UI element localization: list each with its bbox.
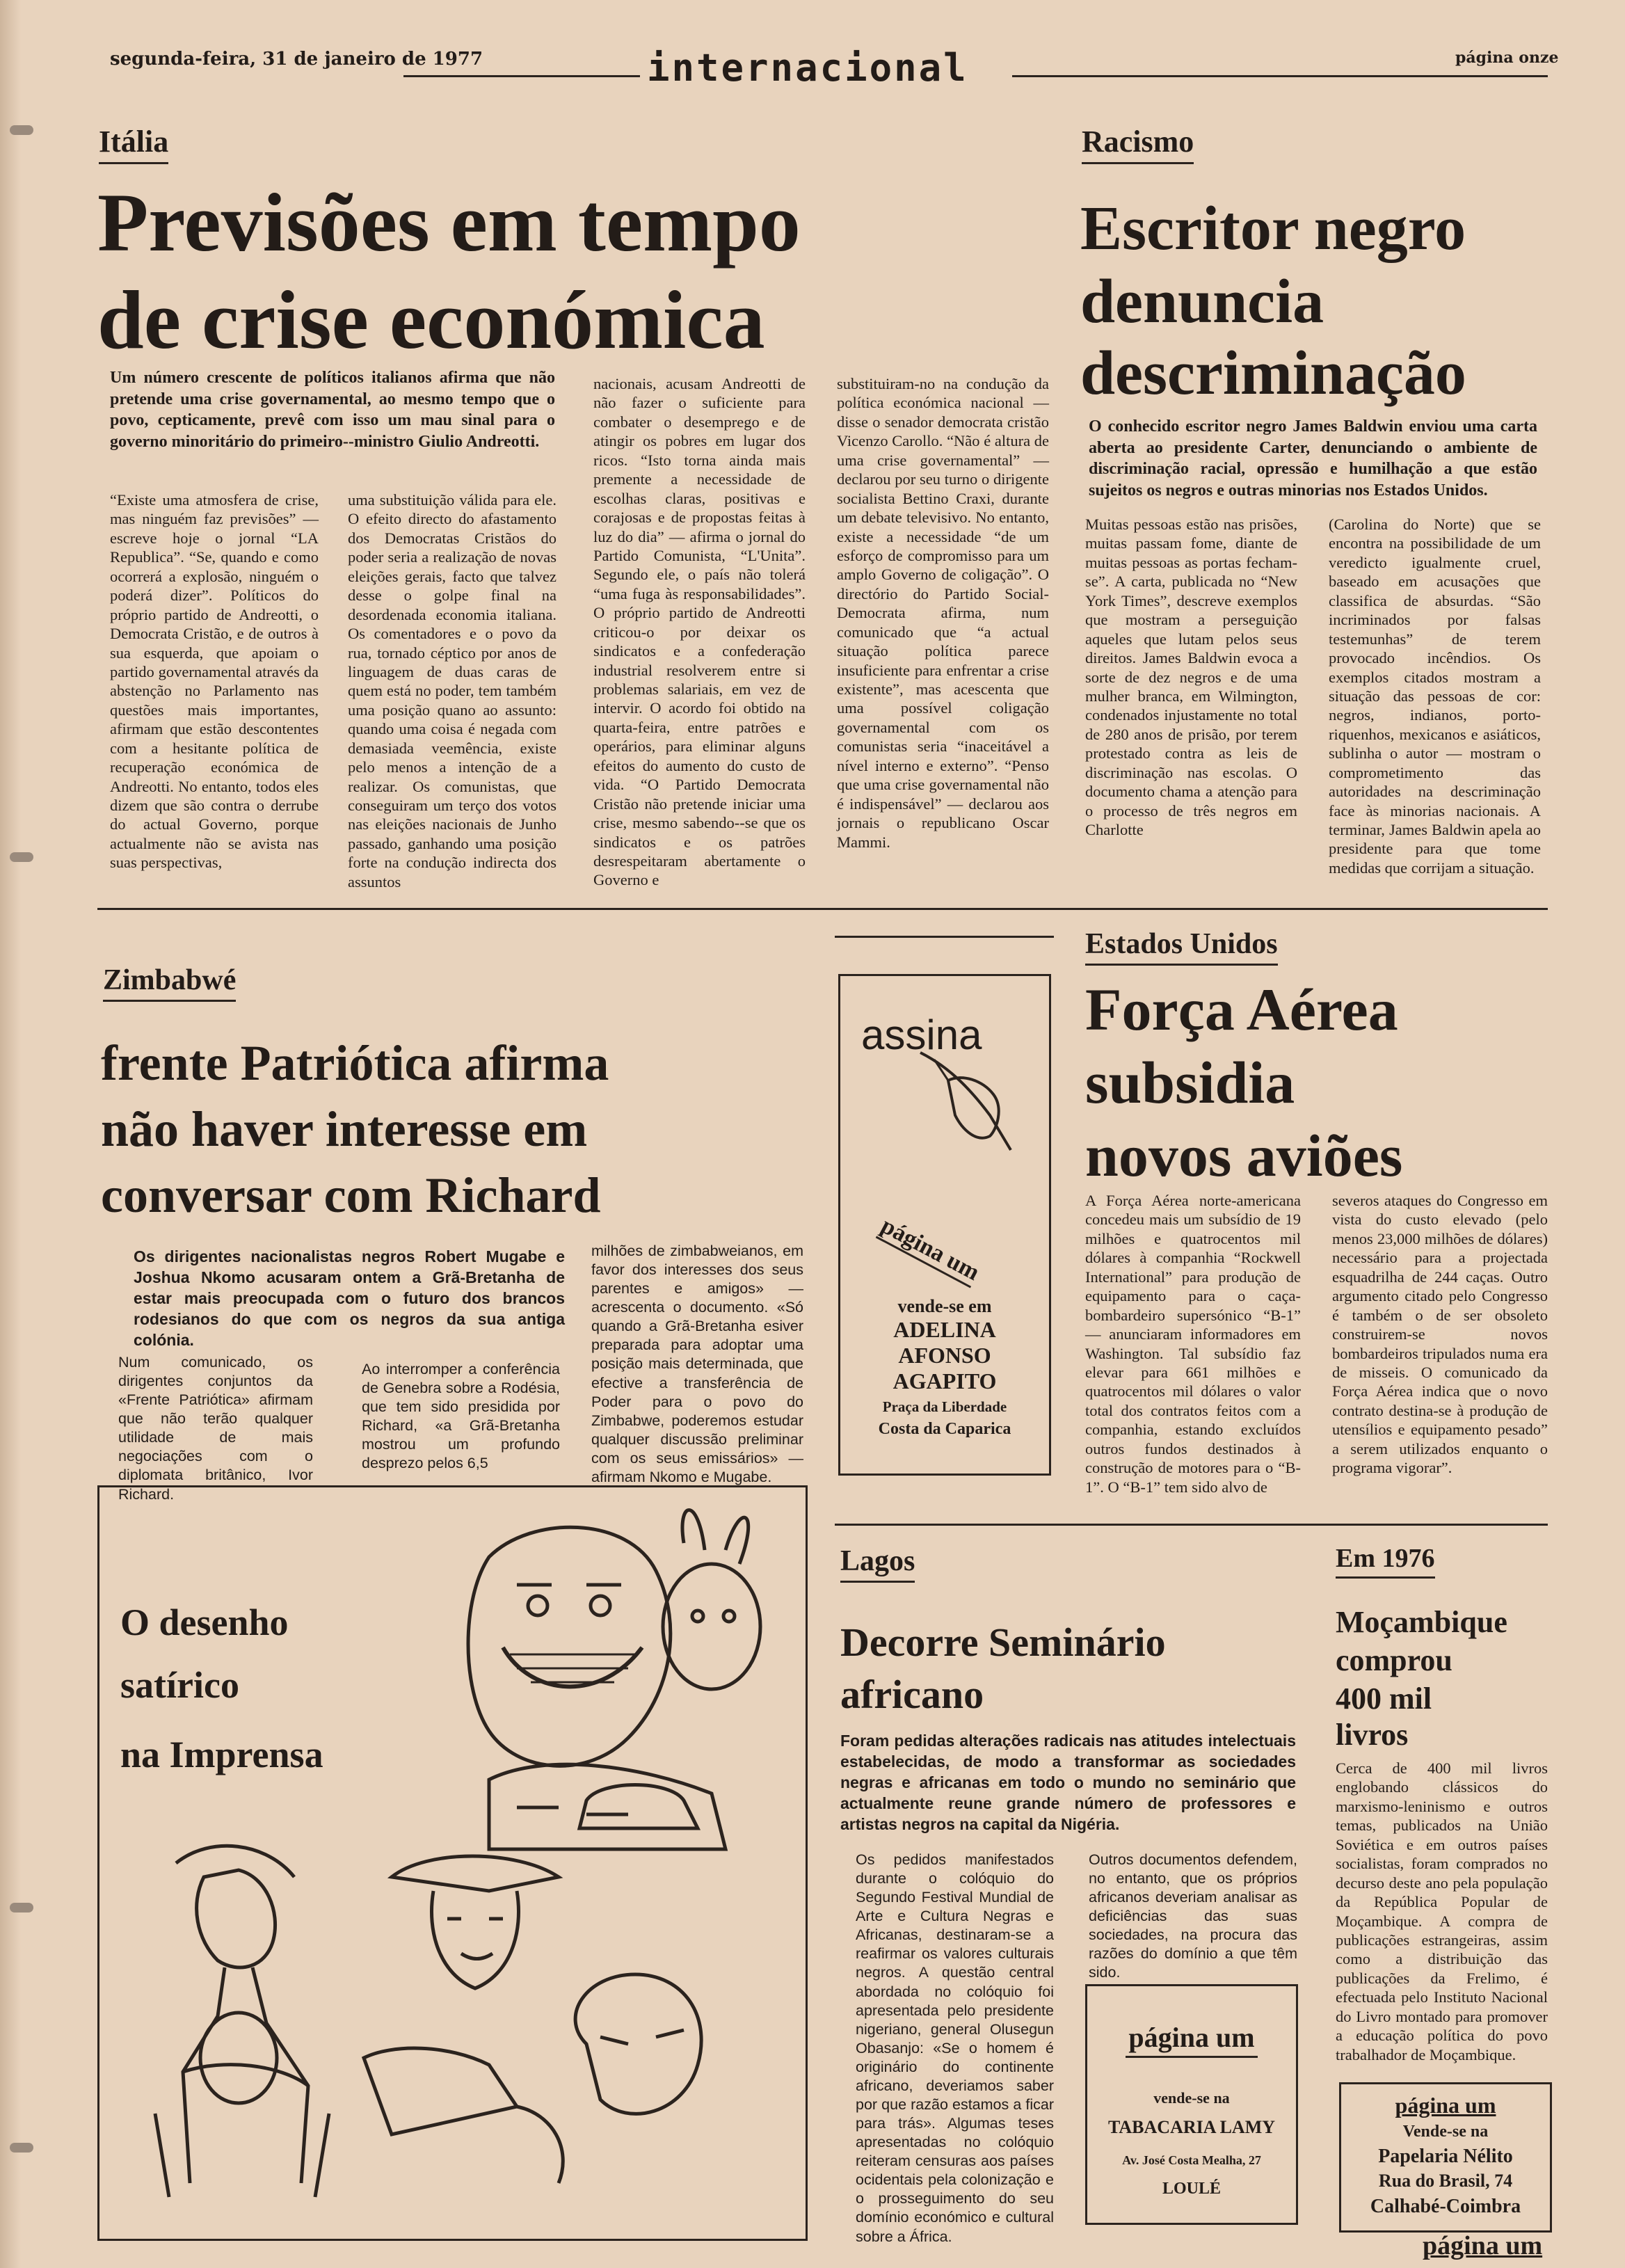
mocambique-headline-3: 400 mil bbox=[1336, 1682, 1432, 1716]
ad-line-3: AFONSO bbox=[898, 1343, 991, 1368]
binder-hole bbox=[10, 1903, 33, 1912]
lagos-col-2: Outros documentos defendem, no entanto, que os próprios africanos deveriam analisar as deficiências das suas sociedades, na procura das razões do domínio a que têm sido. bbox=[1089, 1851, 1297, 1981]
italia-col-1: “Existe uma atmosfera de crise, mas ninguém faz previsões” — escreve hoje o jornal “LA Republica”. “Se, quando e como ocorrerá a explosão, ninguém o poderá dizer”. Políticos do próprio partido de Andreotti, o Democrata Cristão, e de outros à sua esquerda, que apoiam o partido governamental através da abstenção no Parlamento nas questões mais importantes, afirmam que estão descontentes com a hesitante política de recuperação económica de Andreotti. No entanto, todos eles dizem que são contra o derrube do actual Governo, porque actualmente não se avista nas suas perspectivas, bbox=[110, 491, 319, 872]
pen-hand-icon bbox=[906, 1039, 1032, 1157]
ad-assina-box bbox=[838, 974, 1051, 1476]
ad-line-5: Praça da Liberdade bbox=[882, 1398, 1007, 1415]
eua-col-1: A Força Aérea norte-americana concedeu mais um subsídio de 19 milhões e quatrocentos mil dólares à companhia “Rockwell International” para produção de equipamento para o caça-bombardeiro supersónico “B-1” — anunciaram informadores em Washington. Tal subsídio faz elevar para 661 milhões e quatrocentos mil dólares o valor total dos contratos feitos com a companhia, estando excluídos outros fundos destinados à construção de motores para o “B-1”. O “B-1” tem sido alvo de bbox=[1085, 1192, 1301, 1496]
lagos-kicker: Lagos bbox=[840, 1544, 915, 1583]
lagos-col-1: Os pedidos manifestados durante o colóquio do Segundo Festival Mundial de Arte e Cultura Negras e Africanas, destinaram-se a reafirmar os valores culturais negros. A questão central abordada no colóquio foi apresentada pelo presidente nigeriano, general Olusegun Obasanjo: «Se o homem é originário do continente africano, deveriamos saber por que razão estamos a ficar para trás». Algumas teses apresentadas no colóquio reiteram censuras aos países ocidentais pela colonização e o prosseguimento do seu domínio económico e cultural sobre a África. bbox=[856, 1851, 1054, 2245]
racismo-kicker: Racismo bbox=[1082, 124, 1194, 164]
ad-loule-line-4: LOULÉ bbox=[1162, 2180, 1222, 2198]
zimbabwe-headline-3: conversar com Richard bbox=[101, 1167, 601, 1223]
eua-headline-2: subsidia bbox=[1085, 1049, 1295, 1116]
racismo-headline-2: denuncia bbox=[1080, 267, 1324, 336]
italia-headline-1: Previsões em tempo bbox=[97, 176, 801, 269]
ad-loule-brand: página um bbox=[1128, 2022, 1255, 2053]
ad-line-6: Costa da Caparica bbox=[878, 1420, 1011, 1438]
ad-loule-box bbox=[1085, 1984, 1298, 2225]
ad-top-rule bbox=[835, 936, 1054, 938]
ad-assina-script: assina bbox=[861, 1012, 982, 1058]
ad-loule-line-1: vende-se na bbox=[1153, 2089, 1230, 2107]
zimbabwe-headline-2: não haver interesse em bbox=[101, 1101, 588, 1157]
ad-line-1: vende-se em bbox=[897, 1296, 992, 1316]
zimbabwe-kicker: Zimbabwé bbox=[103, 964, 236, 1002]
zimbabwe-col-1: Num comunicado, os dirigentes conjuntos da «Frente Patriótica» afirmam que não terão qualquer utilidade de mais negociações com o diplomata britânico, Ivor Richard. bbox=[118, 1354, 313, 1503]
italia-lead: Um número crescente de políticos italianos afirma que não pretende uma crise governamental, ao mesmo tempo que o povo, cepticamente, prevê com isso um mau sinal para o governo minoritário do primeiro--ministro Giulio Andreotti. bbox=[110, 369, 555, 452]
ad-loule-line-2: TABACARIA LAMY bbox=[1107, 2117, 1276, 2137]
eua-headline-3: novos aviões bbox=[1085, 1122, 1403, 1189]
ad-coimbra-box bbox=[1339, 2082, 1552, 2233]
cartoon-title-2: satírico bbox=[120, 1664, 239, 1706]
racismo-headline-3: descriminação bbox=[1080, 339, 1466, 408]
mocambique-headline-2: comprou bbox=[1336, 1643, 1452, 1677]
binder-hole bbox=[10, 125, 33, 135]
lagos-headline-2: africano bbox=[840, 1672, 984, 1717]
lagos-headline-1: Decorre Seminário bbox=[840, 1620, 1166, 1665]
cartoon-title-1: O desenho bbox=[120, 1602, 289, 1643]
italia-col-2: uma substituição válida para ele. O efeito directo do afastamento dos Democratas Cristãos do poder seria a realização de novas eleições gerais, facto que talvez desse o golpe final na desordenada economia italiana. Os comentadores e o povo da rua, tornado céptico por anos de linguagem de duas caras de quem está no poder, tem também uma posição quano ao assunto: quando uma coisa é negada com demasiada veemência, existe pelo menos a intenção de a realizar. Os comunistas, que conseguiram um terço dos votos nas eleições nacionais de Junho passado, ganhando uma posição forte na condução indirecta dos assuntos bbox=[348, 491, 557, 891]
racismo-col-2: (Carolina do Norte) que se encontra na possibilidade de um veredicto igualmente cruel, baseado em acusações que classifica de absurdas. “São incriminados por falsas testemunhas” de terem provocado incêndios. Os exemplos citados mostram a situação das pessoas de cor: negros, indianos, porto-riquenhos, mexicanos e asiáticos, sublinha o autor — mostram o comprometimento das autoridades na descriminação face às minorias nacionais. A terminar, James Baldwin apela ao presidente para que tome medidas que corrijam a situação. bbox=[1329, 516, 1541, 877]
racismo-lead: O conhecido escritor negro James Baldwin enviou uma carta aberta ao presidente Carter, denunciando o ambiente de discriminação racial, opressão e humilhação a que estão sujeitos os negros e outras minorias nos Estados Unidos. bbox=[1089, 417, 1537, 500]
cartoon-title-3: na Imprensa bbox=[120, 1734, 323, 1775]
italia-headline-2: de crise económica bbox=[97, 273, 765, 366]
eua-kicker: Estados Unidos bbox=[1085, 927, 1278, 966]
cartoon-frame bbox=[97, 1485, 808, 2241]
paper-edge bbox=[0, 0, 21, 2268]
ad-coimbra-brand: página um bbox=[1395, 2093, 1496, 2118]
ad-line-4: AGAPITO bbox=[892, 1368, 997, 1393]
header-rule-left bbox=[403, 75, 640, 77]
mocambique-kicker: Em 1976 bbox=[1336, 1543, 1435, 1579]
header-rule-right bbox=[1012, 75, 1548, 77]
header-date: segunda-feira, 31 de janeiro de 1977 bbox=[110, 49, 483, 70]
zimbabwe-headline-1: frente Patriótica afirma bbox=[101, 1035, 609, 1091]
section-divider bbox=[97, 908, 1548, 910]
ad-coimbra-line-1: Vende-se na bbox=[1402, 2123, 1489, 2141]
racismo-headline-1: Escritor negro bbox=[1080, 194, 1466, 263]
lagos-lead: Foram pedidas alterações radicais nas atitudes intelectuais estabelecidas, de modo a transformar as sociedades negras e africanas em todo o mundo no seminário que actualmente reune grande número de professores e artistas negros na capital da Nigéria. bbox=[840, 1732, 1296, 1833]
ad-loule-line-3: Av. José Costa Mealha, 27 bbox=[1122, 2153, 1261, 2167]
header-page: página onze bbox=[1455, 49, 1559, 67]
italia-kicker: Itália bbox=[99, 124, 168, 164]
zimbabwe-lead: Os dirigentes nacionalistas negros Robert Mugabe e Joshua Nkomo acusaram ontem a Grã-Bretanha de estar mais preocupada com o futuro dos brancos rodesianos do que com os negros da sua antiga colónia. bbox=[134, 1247, 565, 1349]
eua-col-2: severos ataques do Congresso em vista do custo elevado (pelo menos 23,000 milhões de dólares) necessário para a projectada esquadrilha de 244 caças. Outro argumento citado pelo Congresso é também o de ser obsoleto construirem-se novos bombardeiros tripulados numa era de misseis. O comunicado da Força Aérea indica que o novo contrato destina-se à produção de utensílios e equipamento pesado” a serem utilizados enquanto o programa vigorar”. bbox=[1332, 1192, 1548, 1477]
italia-col-3: nacionais, acusam Andreotti de não fazer o suficiente para combater o desemprego e de atingir os pobres em lugar dos ricos. “Isto torna ainda mais premente a necessidade de escolhas claras, positivas e corajosas e de propostas feitas à luz do dia” — afirma o jornal do Partido Comunista, “L'Unita”. Segundo ele, o país não tolerá “uma fuga às responsabilidades”. O próprio partido de Andreotti criticou-o por deixar os sindicatos e a confederação industrial resolverem entre si problemas salariais, em vez de intervir. O acordo foi obtido na quarta-feira, entre patrões e operários, para eliminar alguns efeitos do aumento do custo de vida. “O Partido Democrata Cristão não pretende iniciar uma crise, mesmo sabendo--se que os sindicatos e os patrões desrespeitaram abertamente o Governo e bbox=[593, 375, 806, 889]
ad-brand-logo: página um bbox=[876, 1213, 984, 1288]
section-title: internacional bbox=[647, 46, 968, 90]
racismo-col-1: Muitas pessoas estão nas prisões, muitas passam fome, diante de muitas pessoas as portas fecham-se”. A carta, publicada no “New York Times”, descreve exemplos que mostram a perseguição aqueles que lutam pelos seus direitos. James Baldwin evoca a sorte de dez negros e de uma mulher branca, em Wilmington, condenados injustamente no total de 280 anos de prisão, por terem protestado contra as leis de discriminação nas escolas. O documento chama a atenção para o processo de três negros em Charlotte bbox=[1085, 516, 1297, 838]
mocambique-col-1: Cerca de 400 mil livros englobando clássicos do marxismo-leninismo e outros temas, publicados na União Soviética e em outros países socialistas, foram comprados no decurso deste ano pela população da República Popular de Moçambique. A compra de publicações estrangeiras, assim como a distribuição das publicações da Frelimo, é efectuada pelo Instituto Nacional do Livro montado para promover a educação política do povo trabalhador de Moçambique. bbox=[1336, 1759, 1548, 2063]
binder-hole bbox=[10, 852, 33, 862]
ad-coimbra-line-3: Rua do Brasil, 74 bbox=[1378, 2171, 1513, 2191]
ad-loule-rule bbox=[1126, 2056, 1258, 2058]
ad-line-2: ADELINA bbox=[893, 1317, 996, 1342]
ad-coimbra-line-4: Calhabé-Coimbra bbox=[1370, 2196, 1521, 2217]
ad-coimbra-line-2: Papelaria Nélito bbox=[1378, 2146, 1513, 2167]
footer-brand: página um bbox=[1423, 2231, 1543, 2260]
zimbabwe-col-3: milhões de zimbabweianos, em favor dos interesses dos seus parentes e amigos» — acrescenta o documento. «Só quando a Grã-Bretanha esiver preparada para adoptar uma posição mais determinada, que efective a transferência de Poder para o povo do Zimbabwe, poderemos estudar qualquer discussão preliminar com os seus emissários» — afirmam Nkomo e Mugabe. bbox=[591, 1243, 803, 1485]
eua-bottom-rule bbox=[835, 1524, 1548, 1526]
italia-col-4: substituiram-no na condução da política económica nacional — disse o senador democrata cristão Vicenzo Carollo. “Não é altura de uma crise governamental” — declarou por seu turno o dirigente socialista Bettino Craxi, durante um debate televisivo. No entanto, existe a necessidade “de um esforço de compromisso para um amplo Governo de coligação”. O directório do Partido Social-Democrata afirma, num comunicado que “a actual situação política parece insuficiente para enfrentar a crise existente”, mas acescenta que uma possível coligação governamental com os comunistas seria “inaceitável a nível interno e externo”. “Penso que uma crise governamental não é indispensável” — declarou aos jornais o republicano Oscar Mammi. bbox=[837, 375, 1049, 851]
binder-hole bbox=[10, 2143, 33, 2153]
mocambique-headline-1: Moçambique bbox=[1336, 1605, 1507, 1639]
eua-headline-1: Força Aérea bbox=[1085, 976, 1398, 1043]
satirical-cartoon-illustration bbox=[99, 1487, 806, 2239]
mocambique-headline-4: livros bbox=[1336, 1718, 1409, 1752]
zimbabwe-col-2: Ao interromper a conferência de Genebra sobre a Rodésia, que tem sido presidida por Richard, «a Grã-Bretanha mostrou um profundo desprezo pelos 6,5 bbox=[362, 1361, 560, 1472]
